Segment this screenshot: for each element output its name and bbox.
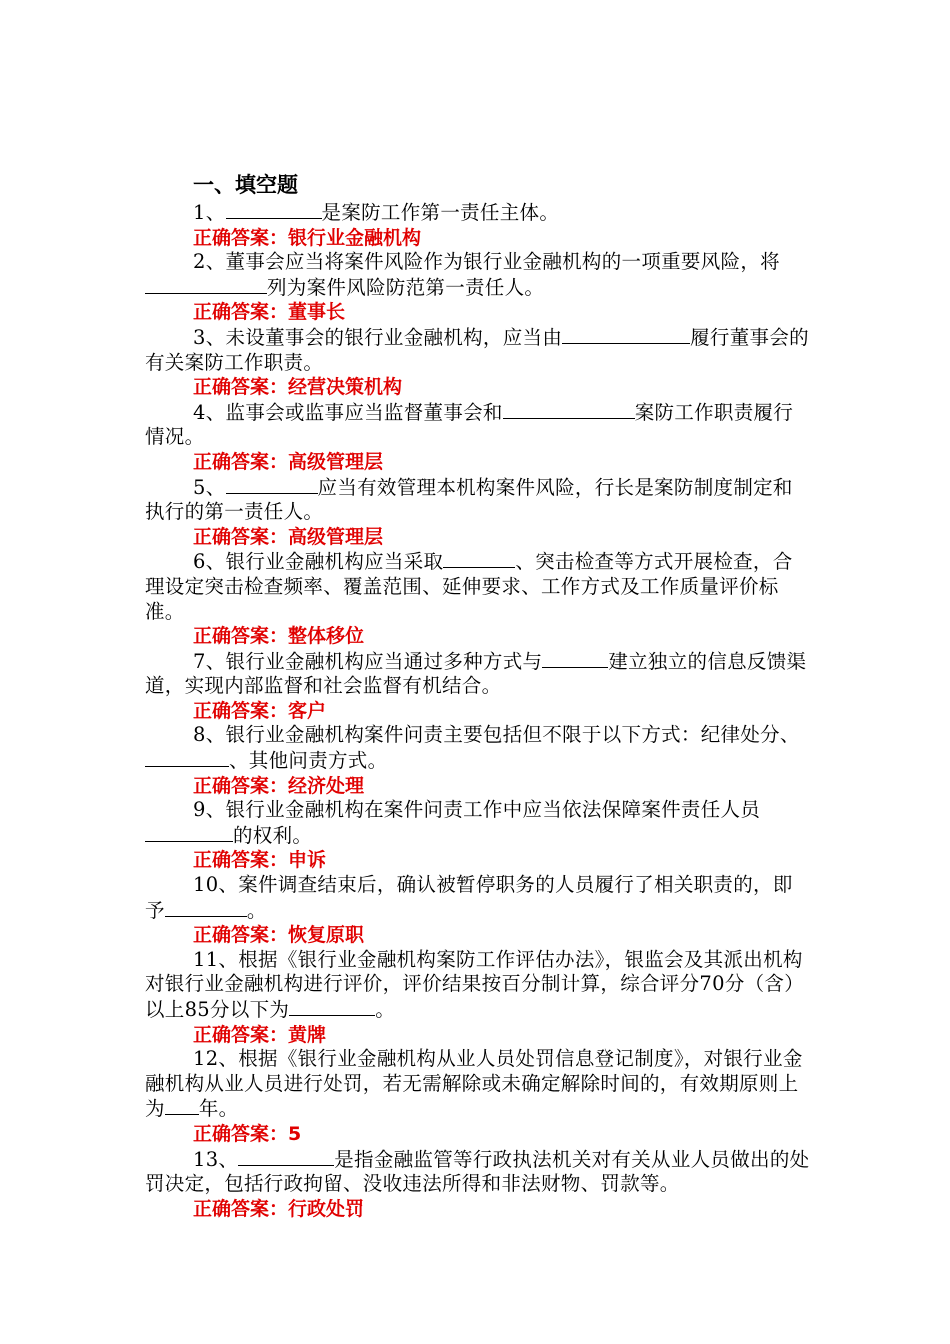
question-6 — [145, 549, 810, 624]
question-1 — [145, 200, 810, 226]
question-4 — [145, 400, 810, 450]
question-text: 年。 — [198, 1097, 239, 1121]
question-text: 是案防工作第一责任主体。 — [321, 201, 560, 224]
question-text: 案件调查结束后，确认被暂停职务的人员履行了相关职责的，即予 — [145, 873, 793, 922]
question-text: 。 — [375, 998, 396, 1021]
question-3 — [145, 325, 810, 375]
answer-blank — [289, 997, 375, 1016]
answer-blank — [226, 475, 318, 494]
question-7 — [145, 649, 810, 699]
correct-answer: 正确答案：5 — [193, 1122, 302, 1145]
question-number: 3、 — [193, 325, 226, 349]
question-text: 列为案件风险防范第一责任人。 — [267, 275, 545, 299]
answer-blank — [145, 823, 233, 842]
answer-blank — [562, 325, 690, 344]
correct-answer: 正确答案：高级管理层 — [193, 525, 384, 548]
question-text: 建立独立的信息反馈渠道，实现内部监督和社会监督有机结合。 — [145, 649, 807, 698]
correct-answer: 正确答案：经营决策机构 — [193, 376, 403, 399]
question-13 — [145, 1147, 810, 1197]
answer-blank — [165, 898, 247, 917]
document-body — [145, 170, 810, 1221]
question-text: 、突击检查等方式开展检查，合理设定突击检查频率、覆盖范围、延伸要求、工作方式及工作质量评价标准。 — [145, 550, 793, 623]
question-text: 银行业金融机构案件问责主要包括但不限于以下方式：纪律处分、 — [225, 723, 800, 747]
question-12 — [145, 1047, 810, 1122]
answer-blank — [226, 200, 322, 219]
question-11 — [145, 948, 810, 1023]
correct-answer: 正确答案：整体移位 — [193, 625, 365, 648]
question-number: 10、 — [193, 873, 239, 897]
question-text: 根据《银行业金融机构从业人员处罚信息登记制度》，对银行业金融机构从业人员进行处罚，若无需解除或未确定解除时间的，有效期原则上为 — [145, 1047, 803, 1121]
question-list — [145, 200, 810, 1221]
answer-blank — [145, 275, 267, 294]
question-number: 6、 — [193, 550, 226, 574]
correct-answer: 正确答案：经济处理 — [193, 774, 365, 797]
question-number: 4、 — [193, 400, 226, 424]
question-text: 监事会或监事应当监督董事会和 — [225, 400, 503, 424]
question-5 — [145, 475, 810, 525]
question-text: 是指金融监管等行政执法机关对有关从业人员做出的处罚决定，包括行政拘留、没收违法所得和非法财物、罚款等。 — [145, 1147, 810, 1196]
answer-blank — [145, 748, 229, 767]
question-number: 13、 — [193, 1147, 239, 1171]
question-10 — [145, 873, 810, 923]
question-number: 2、 — [193, 250, 226, 274]
question-number: 1、 — [193, 201, 226, 224]
correct-answer: 正确答案：客户 — [193, 699, 327, 722]
question-number: 9、 — [193, 798, 226, 822]
correct-answer: 正确答案：董事长 — [193, 301, 346, 324]
correct-answer: 正确答案：申诉 — [193, 849, 327, 872]
question-9 — [145, 798, 810, 848]
correct-answer: 正确答案：行政处罚 — [193, 1197, 365, 1220]
section-title: 一、填空题 — [193, 173, 298, 197]
question-number: 7、 — [193, 649, 226, 673]
answer-blank — [238, 1147, 334, 1166]
question-text: 。 — [246, 898, 267, 922]
question-number: 5、 — [193, 475, 226, 499]
correct-answer: 正确答案：银行业金融机构 — [193, 226, 422, 249]
question-number: 8、 — [193, 723, 226, 747]
answer-blank — [503, 400, 635, 419]
question-text: 银行业金融机构应当采取 — [225, 550, 444, 574]
correct-answer: 正确答案：高级管理层 — [193, 450, 384, 473]
question-text: 董事会应当将案件风险作为银行业金融机构的一项重要风险，将 — [225, 250, 780, 274]
question-8 — [145, 723, 810, 773]
question-number: 11、 — [193, 947, 239, 971]
answer-blank — [165, 1096, 199, 1115]
question-number: 12、 — [193, 1047, 239, 1071]
question-text: 的权利。 — [233, 823, 313, 847]
answer-blank — [443, 549, 515, 568]
question-text: 根据《银行业金融机构案防工作评估办法》，银监会及其派出机构对银行业金融机构进行评价，评价结果按百分制计算，综合评分70分（含）以上85分以下为 — [145, 947, 805, 1021]
question-text: 未设董事会的银行业金融机构，应当由 — [225, 325, 563, 349]
question-text: 银行业金融机构应当通过多种方式与 — [225, 649, 543, 673]
question-text: 应当有效管理本机构案件风险，行长是案防制度制定和执行的第一责任人。 — [145, 475, 793, 524]
question-2 — [145, 250, 810, 300]
correct-answer: 正确答案：恢复原职 — [193, 924, 365, 947]
correct-answer: 正确答案：黄牌 — [193, 1023, 327, 1046]
question-text: 案防工作职责履行情况。 — [145, 400, 794, 449]
question-text: 银行业金融机构在案件问责工作中应当依法保障案件责任人员 — [225, 798, 761, 822]
question-text: 履行董事会的有关案防工作职责。 — [145, 325, 809, 374]
answer-blank — [542, 649, 608, 668]
question-text: 、其他问责方式。 — [229, 749, 388, 773]
